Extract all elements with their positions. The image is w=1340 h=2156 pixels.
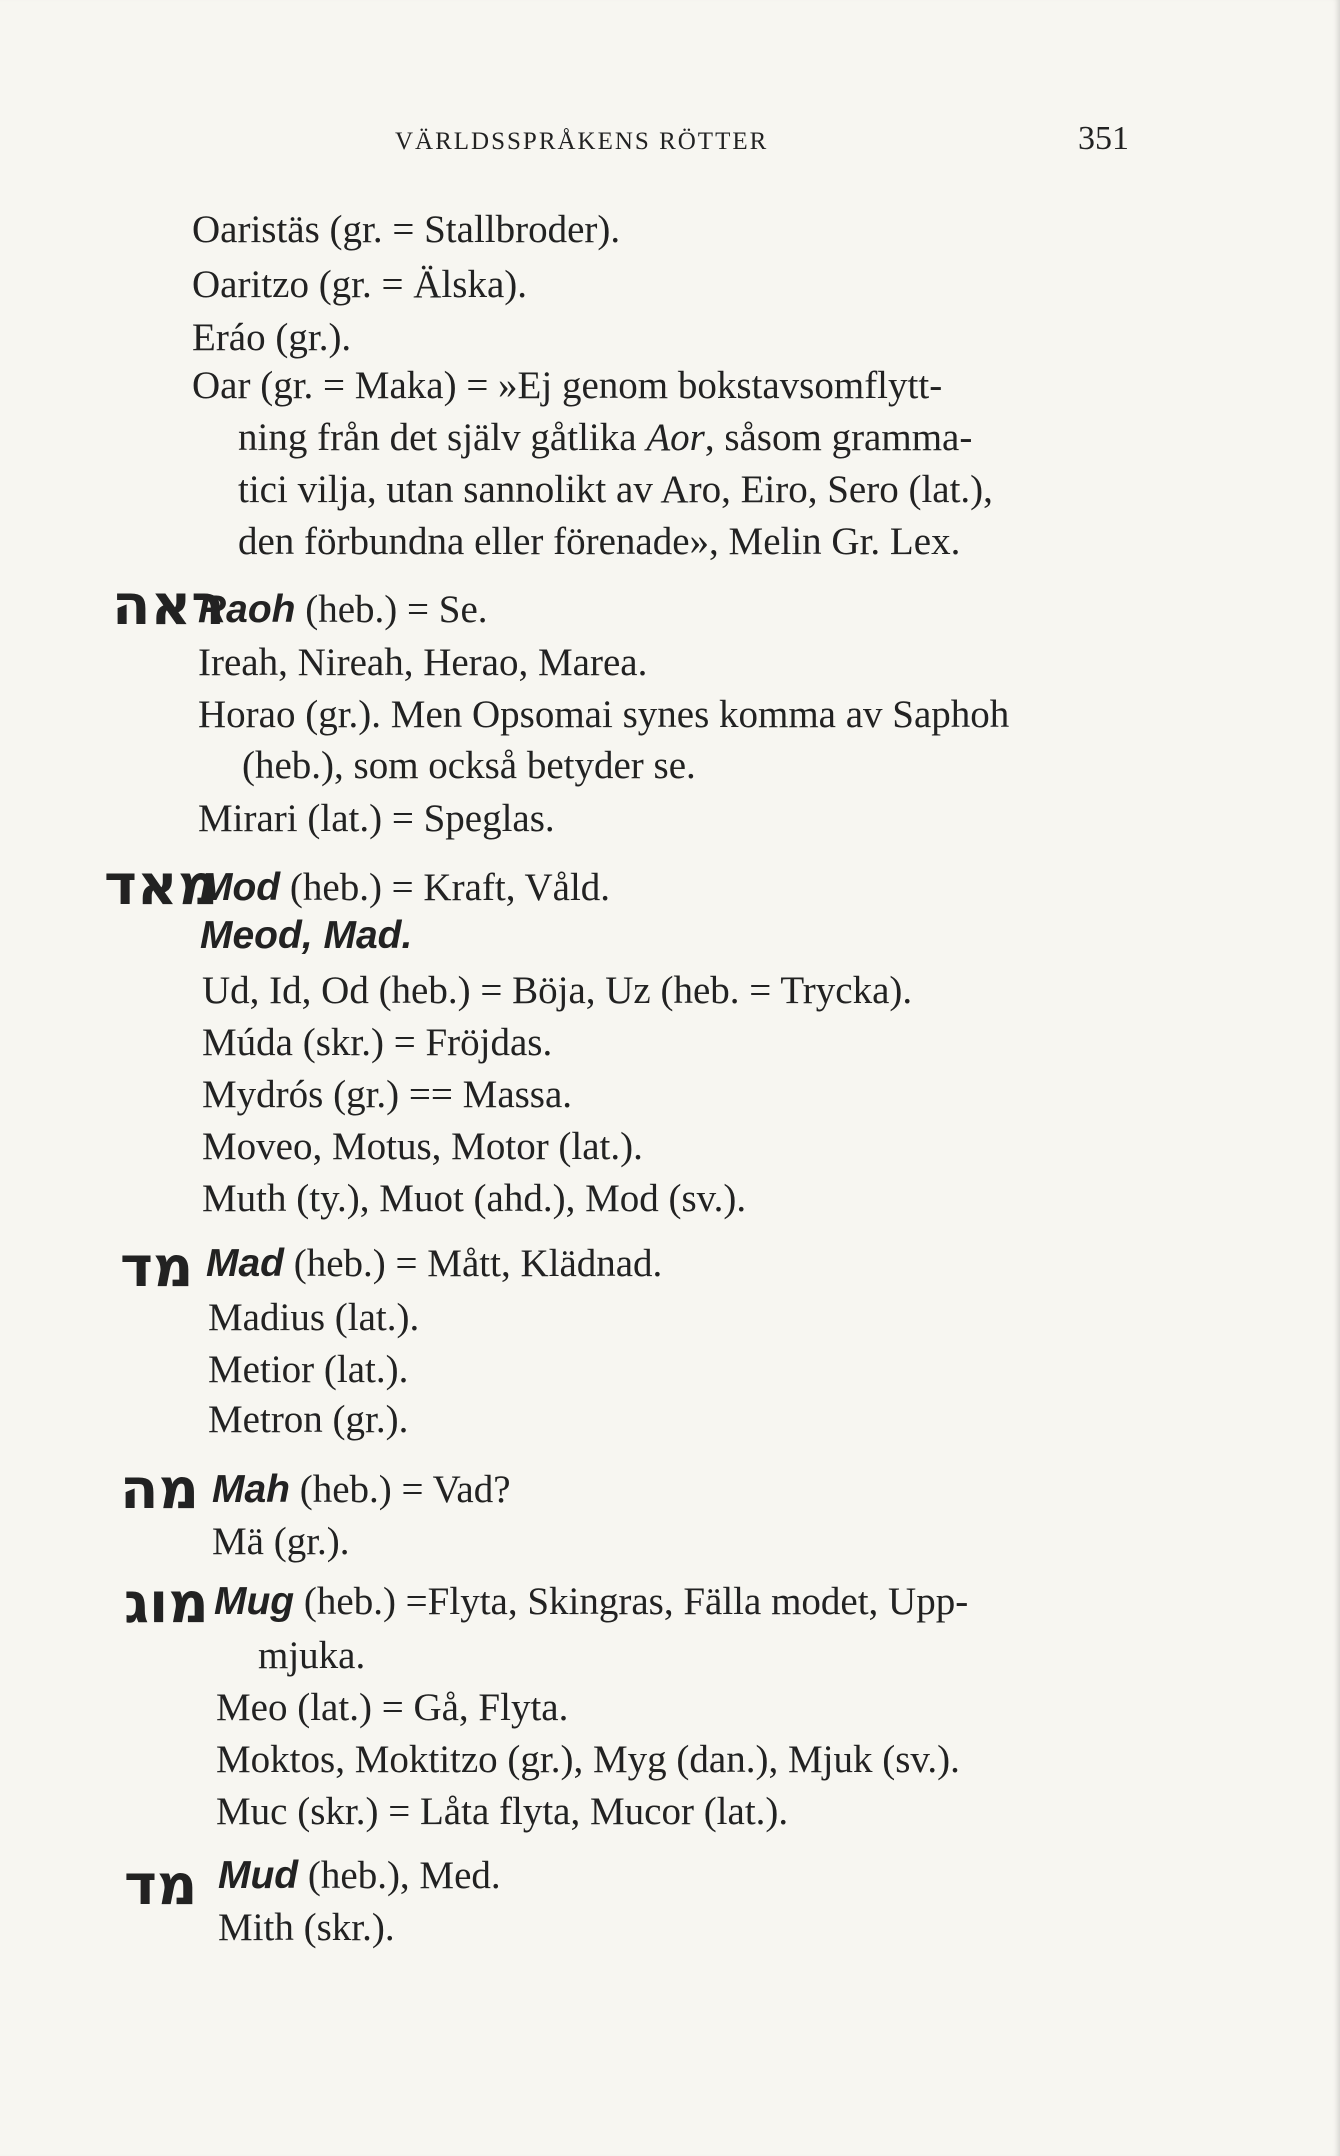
text-line: Horao (gr.). Men Opsomai synes komma av Saphoh [198, 693, 1010, 736]
text-line: Oaristäs (gr. = Stallbroder). [192, 208, 621, 251]
definition: (heb.) = Kraft, Våld. [280, 866, 611, 909]
text-line: Metior (lat.). [208, 1348, 409, 1391]
text-line: Ud, Id, Od (heb.) = Böja, Uz (heb. = Trycka). [202, 969, 913, 1012]
definition: (heb.) = Mått, Klädnad. [284, 1242, 663, 1285]
headword-variants: Meod, Mad. [200, 914, 413, 957]
text-line: den förbundna eller förenade», Melin Gr. Lex. [238, 520, 961, 563]
entry-headline [198, 590, 488, 629]
text-line: Metron (gr.). [208, 1398, 409, 1441]
text-line: Moveo, Motus, Motor (lat.). [202, 1125, 643, 1168]
text-line [238, 418, 972, 457]
text-line: Meo (lat.) = Gå, Flyta. [216, 1686, 569, 1729]
text-line: Madius (lat.). [208, 1296, 420, 1339]
definition: (heb.) = Vad? [290, 1468, 511, 1511]
text-line: Mydrós (gr.) == Massa. [202, 1073, 573, 1116]
hebrew-word: מד [120, 1235, 194, 1300]
italic-word: Aor [646, 416, 705, 459]
hebrew-word: ראה [112, 573, 225, 638]
hebrew-word: מד [124, 1853, 198, 1918]
text-line: Muth (ty.), Muot (ahd.), Mod (sv.). [202, 1177, 747, 1220]
text-line: Oar (gr. = Maka) = »Ej genom bokstavsomflytt- [192, 364, 943, 407]
text-line: Ireah, Nireah, Herao, Marea. [198, 641, 648, 684]
page-number: 351 [1078, 120, 1129, 157]
definition: (heb.) =Flyta, Skingras, Fälla modet, Upp- [294, 1580, 969, 1623]
entry-headline [218, 1856, 501, 1895]
text-line: mjuka. [258, 1634, 366, 1677]
headword: Mad [206, 1242, 284, 1285]
entry-headline [214, 1582, 968, 1621]
definition: (heb.) = Se. [295, 588, 488, 631]
hebrew-word: מוג [124, 1571, 209, 1636]
definition: (heb.), Med. [298, 1854, 501, 1897]
headword: Mah [212, 1468, 290, 1511]
headword: Raoh [198, 588, 296, 631]
text-segment: ning från det själv gåtlika [238, 416, 647, 459]
running-header: VÄRLDSSPRÅKENS RÖTTER [395, 128, 769, 155]
headword: Mug [214, 1580, 295, 1623]
text-line: (heb.), som också betyder se. [242, 744, 696, 787]
text-segment: , såsom gramma- [704, 416, 973, 459]
entry-headline [200, 868, 610, 907]
text-line: Mirari (lat.) = Speglas. [198, 797, 555, 840]
text-line: Mith (skr.). [218, 1906, 395, 1949]
text-line: Oaritzo (gr. = Älska). [192, 263, 527, 306]
entry-headline [212, 1470, 511, 1509]
entry-headline [206, 1244, 662, 1283]
hebrew-word: מאד [104, 853, 219, 918]
text-line: Múda (skr.) = Fröjdas. [202, 1021, 553, 1064]
headword: Mud [218, 1854, 299, 1897]
text-line: Muc (skr.) = Låta flyta, Mucor (lat.). [216, 1790, 789, 1833]
text-line: Moktos, Moktitzo (gr.), Myg (dan.), Mjuk (sv.). [216, 1738, 960, 1781]
hebrew-word: מה [120, 1457, 199, 1522]
text-line: tici vilja, utan sannolikt av Aro, Eiro, Sero (lat.), [238, 468, 993, 511]
headword: Mod [200, 866, 281, 909]
text-line: Eráo (gr.). [192, 316, 352, 359]
text-line: Mä (gr.). [212, 1520, 350, 1563]
